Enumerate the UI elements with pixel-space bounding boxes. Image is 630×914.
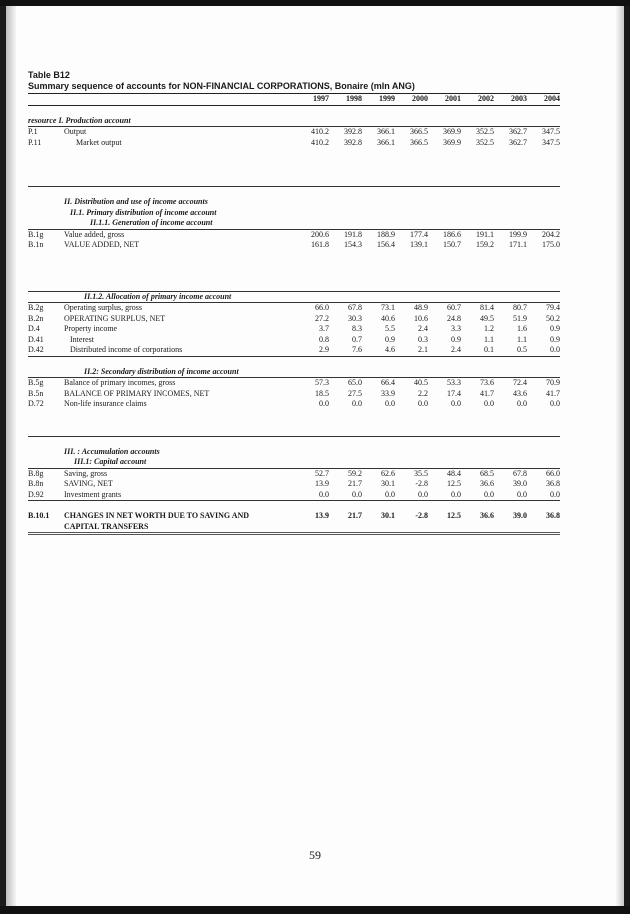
row-value: 40.6 bbox=[381, 313, 395, 323]
row-value: 80.7 bbox=[513, 303, 527, 312]
row-value: 21.7 bbox=[348, 479, 362, 488]
row-value: 200.6 bbox=[311, 229, 329, 239]
year-header: 2000 bbox=[395, 94, 428, 105]
table-row bbox=[28, 127, 560, 138]
row-value: 66.0 bbox=[315, 303, 329, 312]
row-value: 21.7 bbox=[348, 511, 362, 520]
row-value: 366.1 bbox=[377, 137, 395, 147]
page-number: 59 bbox=[309, 848, 321, 862]
row-code: P.1 bbox=[28, 127, 38, 136]
row-value: 1.2 bbox=[484, 324, 494, 333]
row-value: 362.7 bbox=[509, 127, 527, 136]
section-heading-row bbox=[28, 367, 560, 378]
row-label: SAVING, NET bbox=[64, 479, 113, 488]
row-value: 156.4 bbox=[377, 240, 395, 249]
row-label: CHANGES IN NET WORTH DUE TO SAVING AND bbox=[64, 511, 250, 520]
row-value: 12.5 bbox=[447, 511, 461, 520]
total-row-continuation bbox=[28, 522, 560, 534]
row-value: 0.0 bbox=[428, 490, 461, 501]
row-value: 0.8 bbox=[319, 334, 329, 344]
section-heading-row bbox=[28, 208, 560, 219]
row-value: 35.5 bbox=[414, 468, 428, 478]
row-code: D.42 bbox=[28, 345, 64, 356]
row-value: 39.0 bbox=[513, 511, 527, 520]
row-value: 0.0 bbox=[550, 399, 560, 408]
row-value: 2.4 bbox=[428, 345, 461, 356]
section-heading-row bbox=[28, 218, 560, 229]
row-value: 154.3 bbox=[344, 240, 362, 249]
row-value: 0.0 bbox=[494, 490, 527, 501]
row-label: Output bbox=[64, 127, 87, 136]
year-header-row bbox=[28, 94, 560, 105]
row-code: D.41 bbox=[28, 334, 44, 344]
row-value: 2.2 bbox=[418, 388, 428, 398]
row-code: P.11 bbox=[28, 137, 42, 147]
row-value: 12.5 bbox=[447, 479, 461, 488]
row-value: 36.8 bbox=[546, 511, 560, 520]
row-value: 0.0 bbox=[451, 399, 461, 408]
row-value: 67.8 bbox=[513, 468, 527, 478]
row-label: Saving, gross bbox=[64, 468, 108, 478]
row-code: B.1n bbox=[28, 240, 44, 249]
row-value: 49.5 bbox=[480, 313, 494, 323]
row-value: 369.9 bbox=[443, 137, 461, 147]
row-value: 36.6 bbox=[480, 511, 494, 520]
row-value: 52.7 bbox=[315, 468, 329, 478]
row-label: OPERATING SURPLUS, NET bbox=[64, 313, 166, 323]
row-value: 70.9 bbox=[546, 378, 560, 387]
row-value: 0.0 bbox=[395, 490, 428, 501]
section-heading: II.2: Secondary distribution of income account bbox=[64, 367, 560, 378]
row-value: 0.0 bbox=[319, 399, 329, 408]
row-value: 1.1 bbox=[484, 334, 494, 344]
row-code: B.1g bbox=[28, 229, 44, 239]
row-value: 1.6 bbox=[517, 324, 527, 333]
row-value: 30.3 bbox=[348, 313, 362, 323]
row-value: 159.2 bbox=[476, 240, 494, 249]
section-heading-row bbox=[28, 457, 560, 468]
row-value: 39.0 bbox=[513, 479, 527, 488]
row-code: D.92 bbox=[28, 490, 64, 501]
row-label: Distributed income of corporations bbox=[64, 345, 296, 356]
row-value: 0.0 bbox=[418, 399, 428, 408]
row-value: 392.8 bbox=[344, 137, 362, 147]
section-heading-row bbox=[28, 116, 560, 127]
row-value: 24.8 bbox=[447, 313, 461, 323]
row-value: 0.9 bbox=[550, 334, 560, 344]
year-header: 2002 bbox=[461, 94, 494, 105]
row-value: 3.7 bbox=[319, 324, 329, 333]
row-value: 8.3 bbox=[352, 324, 362, 333]
row-value: 33.9 bbox=[381, 388, 395, 398]
row-value: 0.3 bbox=[418, 334, 428, 344]
row-value: 30.1 bbox=[381, 511, 395, 520]
row-label: Non-life insurance claims bbox=[64, 399, 147, 408]
row-value: 62.6 bbox=[381, 468, 395, 478]
row-value: 48.4 bbox=[447, 468, 461, 478]
row-value: 0.0 bbox=[527, 490, 560, 501]
row-value: 0.0 bbox=[484, 399, 494, 408]
row-value: 362.7 bbox=[509, 137, 527, 147]
row-value: 139.1 bbox=[410, 240, 428, 249]
row-value: 43.6 bbox=[513, 388, 527, 398]
year-header: 1997 bbox=[296, 94, 329, 105]
table-row bbox=[28, 378, 560, 389]
row-code: B.5n bbox=[28, 388, 44, 398]
row-value: 79.4 bbox=[546, 303, 560, 312]
row-value: 177.4 bbox=[410, 229, 428, 239]
row-value: 51.9 bbox=[513, 313, 527, 323]
year-header: 2004 bbox=[527, 94, 560, 105]
table-row bbox=[28, 479, 560, 490]
row-value: 191.8 bbox=[344, 229, 362, 239]
row-value: 41.7 bbox=[480, 388, 494, 398]
row-value: 40.5 bbox=[414, 378, 428, 387]
row-value: 0.0 bbox=[385, 399, 395, 408]
row-value: 0.0 bbox=[352, 399, 362, 408]
row-value: 68.5 bbox=[480, 468, 494, 478]
row-value: 0.0 bbox=[527, 345, 560, 356]
row-code: B.8g bbox=[28, 468, 44, 478]
row-value: 4.6 bbox=[362, 345, 395, 356]
row-label: Value added, gross bbox=[64, 229, 125, 239]
row-value: -2.8 bbox=[415, 511, 428, 520]
row-value: 188.9 bbox=[377, 229, 395, 239]
row-value: 81.4 bbox=[480, 303, 494, 312]
row-value: 60.7 bbox=[447, 303, 461, 312]
section-heading-row bbox=[28, 291, 560, 303]
row-value: 410.2 bbox=[311, 137, 329, 147]
row-value: 392.8 bbox=[344, 127, 362, 136]
row-value: 0.0 bbox=[296, 490, 329, 501]
section-heading-row bbox=[28, 447, 560, 458]
section-heading: III.1: Capital account bbox=[64, 457, 560, 468]
table-title: Summary sequence of accounts for NON-FINANCIAL CORPORATIONS, Bonaire (mln ANG) bbox=[28, 81, 560, 94]
row-value: 204.2 bbox=[542, 229, 560, 239]
row-code: D.4 bbox=[28, 324, 40, 333]
row-value: 366.1 bbox=[377, 127, 395, 136]
row-value: 0.0 bbox=[517, 399, 527, 408]
row-value: 0.0 bbox=[461, 490, 494, 501]
production-rows bbox=[28, 127, 560, 149]
row-value: 30.1 bbox=[381, 479, 395, 488]
row-label: BALANCE OF PRIMARY INCOMES, NET bbox=[64, 388, 210, 398]
row-value: 0.5 bbox=[494, 345, 527, 356]
row-value: 0.7 bbox=[352, 334, 362, 344]
row-value: 27.2 bbox=[315, 313, 329, 323]
row-code: D.72 bbox=[28, 399, 44, 408]
row-value: 1.1 bbox=[517, 334, 527, 344]
row-value: 41.7 bbox=[546, 388, 560, 398]
table-row bbox=[28, 240, 560, 251]
row-value: 347.5 bbox=[542, 127, 560, 136]
row-value: 66.0 bbox=[546, 468, 560, 478]
row-value: 0.9 bbox=[385, 334, 395, 344]
row-value: 366.5 bbox=[410, 127, 428, 136]
row-value: 410.2 bbox=[311, 127, 329, 136]
row-value: 150.7 bbox=[443, 240, 461, 249]
row-value: 10.6 bbox=[414, 313, 428, 323]
row-label: Market output bbox=[76, 137, 122, 147]
row-value: -2.8 bbox=[415, 479, 428, 488]
table-row bbox=[28, 229, 560, 240]
row-value: 2.9 bbox=[296, 345, 329, 356]
table-row bbox=[28, 324, 560, 335]
total-row bbox=[28, 511, 560, 522]
section-heading: II.1. Primary distribution of income account bbox=[70, 207, 217, 217]
table-row bbox=[28, 335, 560, 346]
row-code: B.10.1 bbox=[28, 511, 50, 520]
row-value: 13.9 bbox=[315, 479, 329, 488]
row-value: 73.1 bbox=[381, 303, 395, 312]
row-value: 171.1 bbox=[509, 240, 527, 249]
row-value: 48.9 bbox=[414, 303, 428, 312]
allocation-rows bbox=[28, 303, 560, 357]
section-heading: resource I. Production account bbox=[28, 116, 560, 127]
row-value: 2.4 bbox=[418, 324, 428, 333]
table-row bbox=[28, 399, 560, 410]
row-value: 73.6 bbox=[480, 378, 494, 387]
distribution-rows bbox=[28, 229, 560, 251]
row-value: 0.1 bbox=[461, 345, 494, 356]
row-value: 0.9 bbox=[451, 334, 461, 344]
secondary-rows bbox=[28, 378, 560, 410]
row-value: 366.5 bbox=[410, 137, 428, 147]
row-value: 369.9 bbox=[443, 127, 461, 136]
row-value: 186.6 bbox=[443, 229, 461, 239]
year-header: 1998 bbox=[329, 94, 362, 105]
row-value: 65.0 bbox=[348, 378, 362, 387]
row-value: 199.9 bbox=[509, 229, 527, 239]
table-row bbox=[28, 490, 560, 501]
scan-bottom-edge bbox=[0, 906, 630, 914]
row-label: Balance of primary incomes, gross bbox=[64, 378, 176, 387]
row-value: 347.5 bbox=[542, 137, 560, 147]
accumulation-rows bbox=[28, 468, 560, 501]
row-value: 59.2 bbox=[348, 468, 362, 478]
row-label: Operating surplus, gross bbox=[64, 303, 142, 312]
table-label: Table B12 bbox=[28, 70, 70, 80]
row-value: 66.4 bbox=[381, 378, 395, 387]
row-value: 53.3 bbox=[447, 378, 461, 387]
row-value: 67.8 bbox=[348, 303, 362, 312]
row-label: Investment grants bbox=[64, 490, 296, 501]
row-value: 36.8 bbox=[546, 479, 560, 488]
year-header: 2003 bbox=[494, 94, 527, 105]
year-header: 2001 bbox=[428, 94, 461, 105]
row-value: 72.4 bbox=[513, 378, 527, 387]
row-value: 175.0 bbox=[542, 240, 560, 249]
year-header: 1999 bbox=[362, 94, 395, 105]
row-value: 2.1 bbox=[395, 345, 428, 356]
section-heading: II.1.2. Allocation of primary income account bbox=[64, 291, 560, 303]
row-label: Property income bbox=[64, 324, 118, 333]
table-row bbox=[28, 468, 560, 479]
row-value: 13.9 bbox=[315, 511, 329, 520]
table-row bbox=[28, 389, 560, 400]
row-value: 17.4 bbox=[447, 388, 461, 398]
row-value: 352.5 bbox=[476, 127, 494, 136]
row-value: 18.5 bbox=[315, 388, 329, 398]
row-value: 352.5 bbox=[476, 137, 494, 147]
row-value: 0.0 bbox=[329, 490, 362, 501]
row-value: 3.3 bbox=[451, 324, 461, 333]
table-row bbox=[28, 138, 560, 149]
table-row bbox=[28, 303, 560, 314]
section-heading-row bbox=[28, 197, 560, 208]
row-code: B.2n bbox=[28, 313, 44, 323]
row-label: VALUE ADDED, NET bbox=[64, 240, 140, 249]
row-value: 57.3 bbox=[315, 378, 329, 387]
row-code: B.5g bbox=[28, 378, 44, 387]
row-code: B.2g bbox=[28, 303, 44, 312]
row-value: 50.2 bbox=[546, 313, 560, 323]
row-value: 161.8 bbox=[311, 240, 329, 249]
row-value: 5.5 bbox=[385, 324, 395, 333]
row-code: B.8n bbox=[28, 479, 44, 488]
table-row bbox=[28, 345, 560, 356]
row-value: 36.6 bbox=[480, 479, 494, 488]
row-value: 191.1 bbox=[476, 229, 494, 239]
row-value: 0.9 bbox=[550, 324, 560, 333]
row-value: 27.5 bbox=[348, 388, 362, 398]
row-label: Interest bbox=[70, 334, 94, 344]
table-row bbox=[28, 314, 560, 325]
table-container bbox=[28, 70, 560, 535]
row-value: 7.6 bbox=[329, 345, 362, 356]
section-heading: II. Distribution and use of income accounts bbox=[64, 197, 208, 206]
row-value: 0.0 bbox=[362, 490, 395, 501]
row-label: CAPITAL TRANSFERS bbox=[64, 522, 296, 534]
section-heading: III. : Accumulation accounts bbox=[64, 446, 160, 456]
section-heading: II.1.1. Generation of income account bbox=[64, 218, 560, 229]
accounts-table bbox=[28, 94, 560, 535]
